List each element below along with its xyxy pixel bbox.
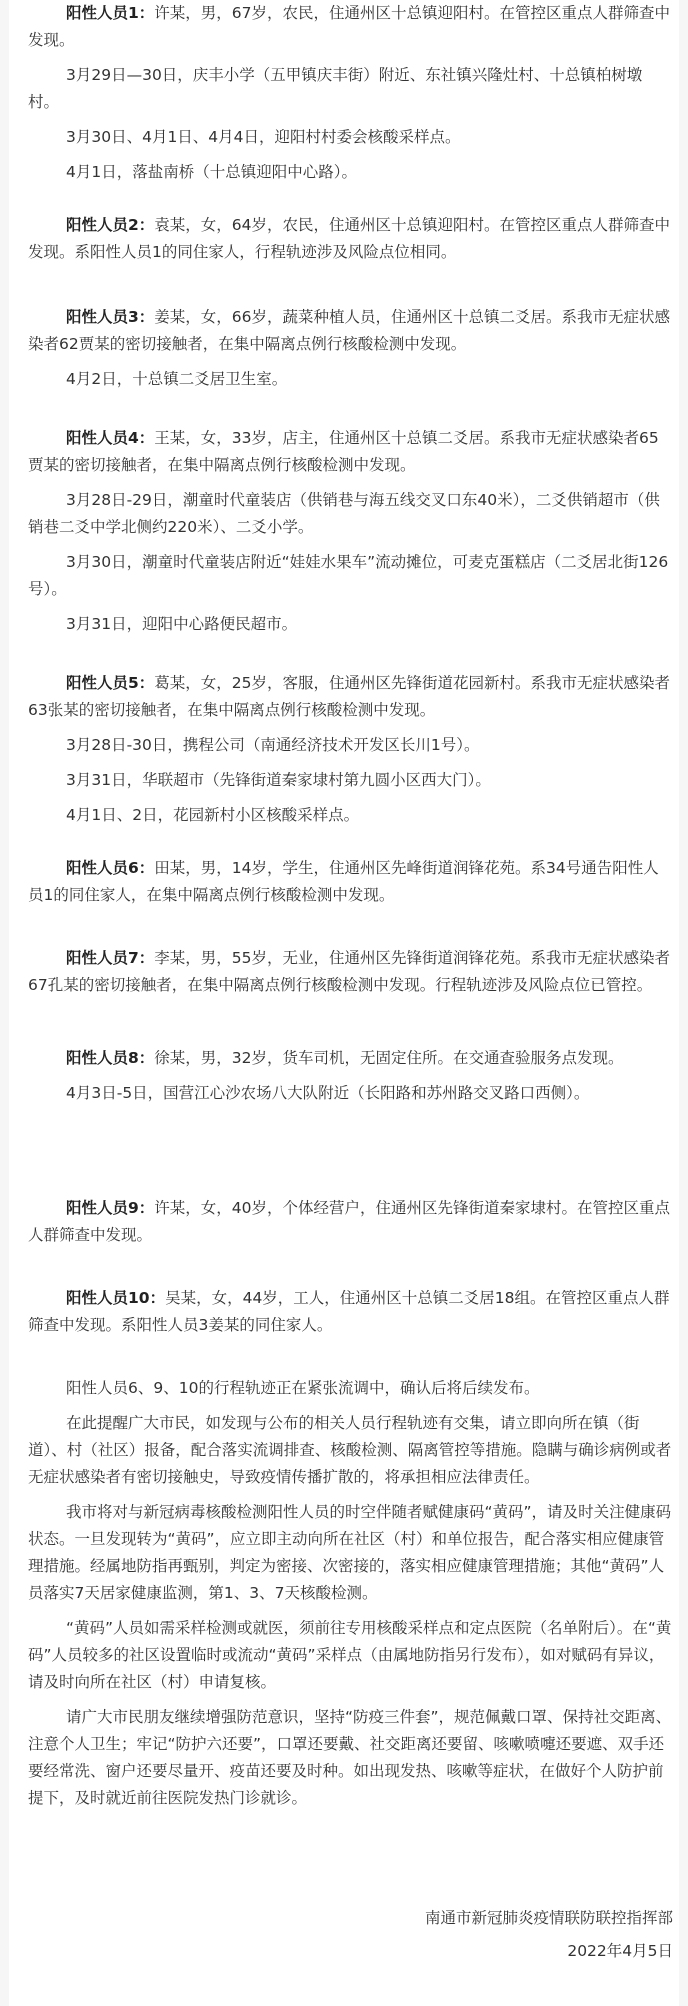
case-text: 袁某，女，64岁，农民，住通州区十总镇迎阳村。在管控区重点人群筛查中发现。系阳性人员1的同住家人，行程轨迹涉及风险点位相同。 <box>28 216 671 261</box>
case-3 <box>28 304 673 393</box>
case-5 <box>28 670 673 829</box>
case-trip: 4月1日，落盐南桥（十总镇迎阳中心路）。 <box>66 163 357 181</box>
case-desc <box>28 304 673 358</box>
case-trip: 4月2日，十总镇二爻居卫生室。 <box>66 370 288 388</box>
case-text: 王某，女，33岁，店主，住通州区十总镇二爻居。系我市无症状感染者65贾某的密切接触者，在集中隔离点例行核酸检测中发现。 <box>28 429 659 474</box>
notice-paragraph: 阳性人员6、9、10的行程轨迹正在紧张流调中，确认后将后续发布。 <box>66 1379 540 1397</box>
case-text: 田某，男，14岁，学生，住通州区先峰街道润锋花苑。系34号通告阳性人员1的同住家人，在集中隔离点例行核酸检测中发现。 <box>28 859 659 904</box>
signature <box>28 1905 673 1965</box>
case-desc <box>28 1195 673 1249</box>
notices <box>28 1375 673 1812</box>
case-desc <box>28 0 673 54</box>
case-label: 阳性人员8： <box>66 1049 155 1067</box>
case-label: 阳性人员1： <box>66 4 155 22</box>
case-desc <box>28 1045 673 1072</box>
case-desc <box>28 212 673 266</box>
case-trip: 3月30日、4月1日、4月4日，迎阳村村委会核酸采样点。 <box>66 128 461 146</box>
notice-paragraph: 在此提醒广大市民，如发现与公布的相关人员行程轨迹有交集，请立即向所在镇（街道）、村（社区）报备，配合落实流调排查、核酸检测、隔离管控等措施。隐瞒与确诊病例或者无症状感染者有密切接触史，导致疫情传播扩散的，将承担相应法律责任。 <box>28 1414 672 1486</box>
case-10 <box>28 1285 673 1339</box>
signature-org: 南通市新冠肺炎疫情联防联控指挥部 <box>424 1909 673 1927</box>
case-trip: 3月28日-30日，携程公司（南通经济技术开发区长川1号）。 <box>66 736 480 754</box>
case-text: 徐某，男，32岁，货车司机，无固定住所。在交通查验服务点发现。 <box>154 1049 624 1067</box>
case-text: 许某，男，67岁，农民，住通州区十总镇迎阳村。在管控区重点人群筛查中发现。 <box>28 4 671 49</box>
signature-date: 2022年4月5日 <box>567 1942 673 1960</box>
case-text: 姜某，女，66岁，蔬菜种植人员，住通州区十总镇二爻居。系我市无症状感染者62贾某的密切接触者，在集中隔离点例行核酸检测中发现。 <box>28 308 671 353</box>
case-trip: 3月31日，迎阳中心路便民超市。 <box>66 615 298 633</box>
case-9 <box>28 1195 673 1249</box>
case-trip: 4月1日、2日，花园新村小区核酸采样点。 <box>66 806 360 824</box>
case-trip: 3月30日，潮童时代童装店附近“娃娃水果车”流动摊位，可麦克蛋糕店（二爻居北街126号）。 <box>28 553 669 598</box>
case-label: 阳性人员7： <box>66 949 155 967</box>
case-2 <box>28 212 673 266</box>
case-trip: 3月28日-29日，潮童时代童装店（供销巷与海五线交叉口东40米），二爻供销超市（供销巷二爻中学北侧约220米）、二爻小学。 <box>28 491 660 536</box>
case-label: 阳性人员9： <box>66 1199 155 1217</box>
case-text: 葛某，女，25岁，客服，住通州区先锋街道花园新村。系我市无症状感染者63张某的密切接触者，在集中隔离点例行核酸检测中发现。 <box>28 674 671 719</box>
case-6 <box>28 855 673 909</box>
case-trip: 4月3日-5日，国营江心沙农场八大队附近（长阳路和苏州路交叉路口西侧）。 <box>66 1084 590 1102</box>
case-desc <box>28 1285 673 1339</box>
case-desc <box>28 425 673 479</box>
case-7 <box>28 945 673 999</box>
case-text: 许某，女，40岁，个体经营户，住通州区先锋街道秦家埭村。在管控区重点人群筛查中发现。 <box>28 1199 671 1244</box>
case-4 <box>28 425 673 638</box>
case-desc <box>28 670 673 724</box>
case-label: 阳性人员5： <box>66 674 155 692</box>
case-label: 阳性人员10： <box>66 1289 166 1307</box>
notice-paragraph: “黄码”人员如需采样检测或就医，须前往专用核酸采样点和定点医院（名单附后）。在“黄码”人员较多的社区设置临时或流动“黄码”采样点（由属地防指另行发布），如对赋码有异议，请及时向所在社区（村）申请复核。 <box>28 1619 672 1691</box>
case-1 <box>28 0 673 186</box>
document-sheet <box>9 0 679 2006</box>
case-trip: 3月31日，华联超市（先锋街道秦家埭村第九圆小区西大门）。 <box>66 771 491 789</box>
case-label: 阳性人员2： <box>66 216 155 234</box>
case-8 <box>28 1045 673 1107</box>
case-trip: 3月29日—30日，庆丰小学（五甲镇庆丰街）附近、东社镇兴隆灶村、十总镇柏树墩村。 <box>28 66 643 111</box>
notice-paragraph: 请广大市民朋友继续增强防范意识，坚持“防疫三件套”，规范佩戴口罩、保持社交距离、注意个人卫生；牢记“防护六还要”，口罩还要戴、社交距离还要留、咳嗽喷嚏还要遮、双手还要经常洗、窗户还要尽量开、疫苗还要及时种。如出现发热、咳嗽等症状，在做好个人防护前提下，及时就近前往医院发热门诊就诊。 <box>28 1708 672 1807</box>
case-text: 李某，男，55岁，无业，住通州区先锋街道润锋花苑。系我市无症状感染者67孔某的密切接触者，在集中隔离点例行核酸检测中发现。行程轨迹涉及风险点位已管控。 <box>28 949 671 994</box>
case-desc <box>28 945 673 999</box>
case-label: 阳性人员6： <box>66 859 155 877</box>
notice-paragraph: 我市将对与新冠病毒核酸检测阳性人员的时空伴随者赋健康码“黄码”，请及时关注健康码状态。一旦发现转为“黄码”，应立即主动向所在社区（村）和单位报告，配合落实相应健康管理措施。经属地防指再甄别，判定为密接、次密接的，落实相应健康管理措施；其他“黄码”人员落实7天居家健康监测，第1、3、7天核酸检测。 <box>28 1503 672 1602</box>
case-label: 阳性人员3： <box>66 308 155 326</box>
case-desc <box>28 855 673 909</box>
case-label: 阳性人员4： <box>66 429 155 447</box>
case-text: 吴某，女，44岁，工人，住通州区十总镇二爻居18组。在管控区重点人群筛查中发现。系阳性人员3姜某的同住家人。 <box>28 1289 670 1334</box>
